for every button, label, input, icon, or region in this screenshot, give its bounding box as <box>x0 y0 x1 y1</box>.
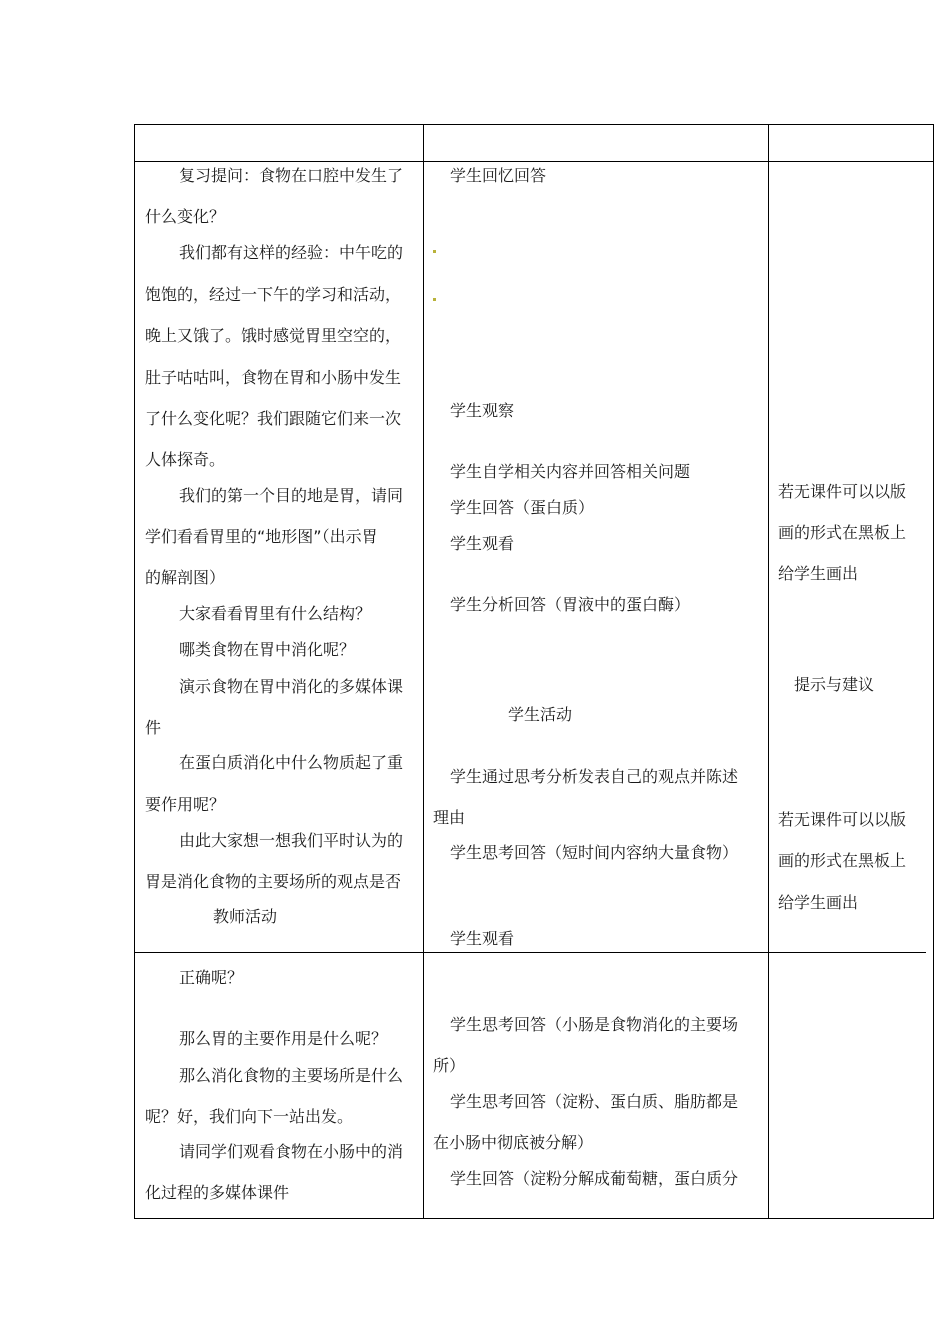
teacher-text-line: 呢？好，我们向下一站出发。 <box>145 1107 354 1126</box>
hint-text-line: 若无课件可以以版 <box>778 810 907 829</box>
teacher-text-line: 请同学们观看食物在小肠中的消 <box>179 1142 404 1161</box>
hint-text-line: 给学生画出 <box>778 893 859 912</box>
student-text-line: 学生分析回答（胃液中的蛋白酶） <box>450 595 691 614</box>
hints-header: 提示与建议 <box>794 675 875 694</box>
student-text-line: 在小肠中彻底被分解） <box>433 1133 594 1152</box>
table-right-border <box>933 124 934 1219</box>
hint-text-line: 若无课件可以以版 <box>778 482 907 501</box>
hint-text-line: 画的形式在黑板上 <box>778 851 907 870</box>
teacher-text-line: 人体探奇。 <box>145 450 226 469</box>
teacher-text-line: 演示食物在胃中消化的多媒体课 <box>179 677 404 696</box>
student-text-line: 学生回忆回答 <box>450 166 547 185</box>
student-text-line: 学生观看 <box>450 534 515 553</box>
student-text-line: 所） <box>433 1056 466 1075</box>
teacher-text-line: 肚子咕咕叫，食物在胃和小肠中发生 <box>145 368 402 387</box>
section-divider <box>134 952 926 953</box>
teacher-text-line: 正确呢？ <box>179 968 244 987</box>
column-divider-2 <box>768 124 769 1219</box>
student-text-line: 学生自学相关内容并回答相关问题 <box>450 462 691 481</box>
table-bottom-border <box>134 1218 934 1219</box>
teacher-text-line: 复习提问：食物在口腔中发生了 <box>179 166 404 185</box>
teacher-text-line: 我们的第一个目的地是胃，请同 <box>179 486 404 505</box>
hint-text-line: 给学生画出 <box>778 564 859 583</box>
header-row-bottom-border <box>134 161 934 162</box>
teacher-text-line: 那么消化食物的主要场所是什么 <box>179 1066 404 1085</box>
teacher-text-line: 件 <box>145 718 162 737</box>
student-text-line: 学生观看 <box>450 929 515 948</box>
column-divider-1 <box>423 124 424 1219</box>
teacher-text-line: 胃是消化食物的主要场所的观点是否 <box>145 872 402 891</box>
student-text-line: 学生思考回答（短时间内容纳大量食物） <box>450 843 739 862</box>
teacher-text-line: 晚上又饿了。饿时感觉胃里空空的， <box>145 326 402 345</box>
teacher-text-line: 饱饱的，经过一下午的学习和活动， <box>145 285 402 304</box>
stray-mark <box>433 250 436 253</box>
teacher-activity-header: 教师活动 <box>213 907 278 926</box>
student-text-line: 学生观察 <box>450 401 515 420</box>
teacher-text-line: 哪类食物在胃中消化呢？ <box>179 640 356 659</box>
student-text-line: 理由 <box>433 808 466 827</box>
student-text-line: 学生思考回答（淀粉、蛋白质、脂肪都是 <box>450 1092 739 1111</box>
student-text-line: 学生思考回答（小肠是食物消化的主要场 <box>450 1015 739 1034</box>
teacher-text-line: 了什么变化呢？我们跟随它们来一次 <box>145 409 402 428</box>
teacher-text-line: 那么胃的主要作用是什么呢？ <box>179 1029 388 1048</box>
teacher-text-line: 大家看看胃里有什么结构？ <box>179 604 372 623</box>
student-text-line: 学生通过思考分析发表自己的观点并陈述 <box>450 767 739 786</box>
teacher-text-line: 什么变化？ <box>145 207 226 226</box>
teacher-text-line: 化过程的多媒体课件 <box>145 1183 290 1202</box>
student-text-line: 学生回答（淀粉分解成葡萄糖，蛋白质分 <box>450 1169 739 1188</box>
stray-mark <box>433 298 436 301</box>
teacher-text-line: 由此大家想一想我们平时认为的 <box>179 831 404 850</box>
student-activity-header: 学生活动 <box>508 705 573 724</box>
teacher-text-line: 的解剖图） <box>145 568 226 587</box>
student-text-line: 学生回答（蛋白质） <box>450 498 595 517</box>
teacher-text-line: 我们都有这样的经验：中午吃的 <box>179 243 404 262</box>
teacher-text-line: 要作用呢？ <box>145 795 226 814</box>
teacher-text-line: 学们看看胃里的“地形图”（出示胃 <box>145 527 378 546</box>
teacher-text-line: 在蛋白质消化中什么物质起了重 <box>179 753 404 772</box>
table-left-border <box>134 124 135 1219</box>
table-top-border <box>134 124 934 125</box>
hint-text-line: 画的形式在黑板上 <box>778 523 907 542</box>
